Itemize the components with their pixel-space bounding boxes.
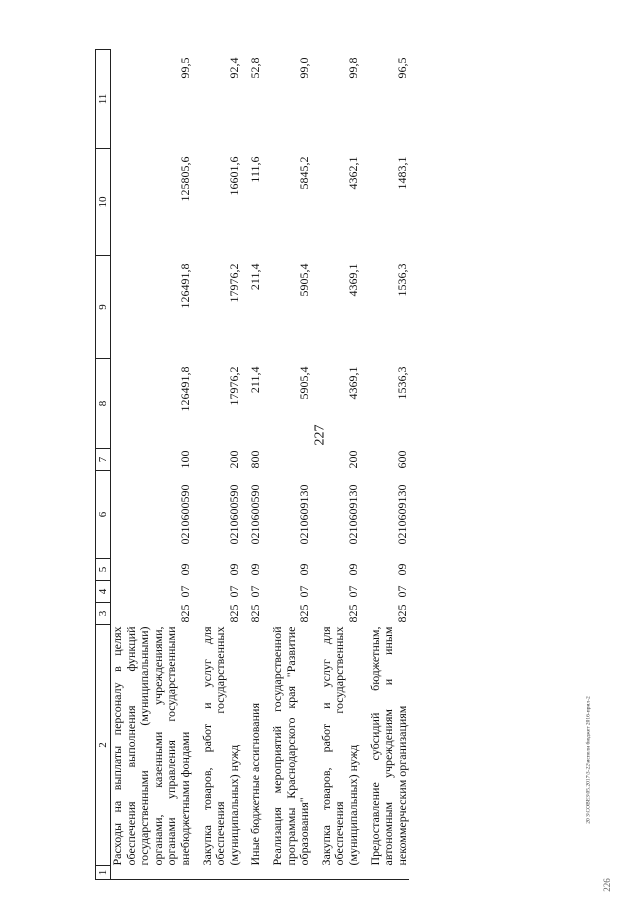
table-row (201, 50, 242, 880)
execution-percent: 52,8 (248, 57, 263, 79)
approved-amount: 211,4 (248, 366, 263, 394)
rz-code: 07 (177, 585, 192, 598)
rz-code: 07 (226, 585, 241, 598)
row-index-cell (320, 866, 361, 880)
approved-amount: 1536,3 (394, 366, 409, 400)
pr-code: 09 (248, 563, 263, 576)
column-header: 1 (96, 866, 111, 880)
csr-code: 0210600590 (226, 484, 241, 545)
row-index-cell (249, 866, 263, 880)
column-header: 8 (96, 359, 111, 449)
executed-amount: 125805,6 (177, 156, 192, 202)
ved-code: 825 (394, 604, 409, 623)
table-row (369, 50, 410, 880)
executed-amount: 1483,1 (394, 156, 409, 190)
column-header: 6 (96, 471, 111, 559)
execution-percent: 99,8 (345, 57, 360, 79)
csr-code: 0210600590 (248, 484, 263, 545)
row-name: Предоставление субсидий бюджетным, автономным учреждениям и иным некоммерческим организациям (367, 626, 409, 866)
vr-code: 100 (177, 450, 192, 469)
planned-amount: 5905,4 (297, 263, 312, 297)
planned-amount: 211,4 (248, 263, 263, 291)
row-name: Расходы на выплаты персоналу в целях обеспечения выполнения функций государственными (муниципальными) органами, казенными учреждениями, органами управления государственными внебюджетными фондами (110, 626, 192, 866)
planned-amount: 126491,8 (177, 263, 192, 309)
file-path-note: 20 З\СОВЕЗ\05.2017\3-22\исполн бюджет 2016-прил-2 (586, 696, 592, 824)
pr-code: 09 (177, 563, 192, 576)
executed-amount: 4362,1 (345, 156, 360, 190)
row-index-cell (271, 866, 312, 880)
pr-code: 09 (394, 563, 409, 576)
budget-table-container (95, 50, 635, 880)
table-row (111, 50, 193, 880)
pr-code: 09 (345, 563, 360, 576)
column-header: 11 (96, 50, 111, 149)
execution-percent: 99,0 (297, 57, 312, 79)
row-index-cell (369, 866, 410, 880)
csr-code: 0210600590 (177, 484, 192, 545)
column-header: 5 (96, 559, 111, 581)
csr-code: 0210609130 (297, 484, 312, 545)
table-header-row (96, 50, 111, 880)
pr-code: 09 (297, 563, 312, 576)
column-header: 7 (96, 449, 111, 471)
execution-percent: 92,4 (226, 57, 241, 79)
row-index-cell (111, 866, 193, 880)
table-row (320, 50, 361, 880)
column-header: 2 (96, 625, 111, 866)
column-header: 4 (96, 581, 111, 603)
executed-amount: 111,6 (248, 156, 263, 183)
planned-amount: 17976,2 (226, 263, 241, 303)
row-name: Реализация мероприятий государственной программы Краснодарского края "Развитие образования" (269, 626, 312, 866)
table-row (249, 50, 263, 880)
pr-code: 09 (226, 563, 241, 576)
rz-code: 07 (394, 585, 409, 598)
rz-code: 07 (297, 585, 312, 598)
approved-amount: 5905,4 (297, 366, 312, 400)
rz-code: 07 (345, 585, 360, 598)
approved-amount: 17976,2 (226, 366, 241, 406)
approved-amount: 126491,8 (177, 366, 192, 412)
corner-page-mark: 226 (602, 878, 612, 892)
ved-code: 825 (345, 604, 360, 623)
planned-amount: 4369,1 (345, 263, 360, 297)
vr-code: 600 (394, 450, 409, 469)
vr-code (271, 449, 312, 471)
row-name: Закупка товаров, работ и услуг для обеспечения государственных (муниципальных) нужд (318, 626, 360, 866)
vr-code: 200 (226, 450, 241, 469)
page-number: 227 (312, 424, 327, 446)
execution-percent: 99,5 (177, 57, 192, 79)
column-header: 10 (96, 149, 111, 256)
ved-code: 825 (248, 604, 263, 623)
row-name: Иные бюджетные ассигнования (248, 703, 263, 866)
executed-amount: 16601,6 (226, 156, 241, 196)
ved-code: 825 (177, 604, 192, 623)
table-row (271, 50, 312, 880)
csr-code: 0210609130 (394, 484, 409, 545)
column-header: 3 (96, 603, 111, 625)
planned-amount: 1536,3 (394, 263, 409, 297)
budget-table (95, 49, 409, 880)
approved-amount: 4369,1 (345, 366, 360, 400)
column-header: 9 (96, 256, 111, 359)
rz-code: 07 (248, 585, 263, 598)
csr-code: 0210609130 (345, 484, 360, 545)
vr-code: 200 (345, 450, 360, 469)
ved-code: 825 (297, 604, 312, 623)
execution-percent: 96,5 (394, 57, 409, 79)
row-name: Закупка товаров, работ и услуг для обеспечения государственных (муниципальных) нужд (199, 626, 241, 866)
row-index-cell (201, 866, 242, 880)
vr-code: 800 (248, 450, 263, 469)
executed-amount: 5845,2 (297, 156, 312, 190)
ved-code: 825 (226, 604, 241, 623)
